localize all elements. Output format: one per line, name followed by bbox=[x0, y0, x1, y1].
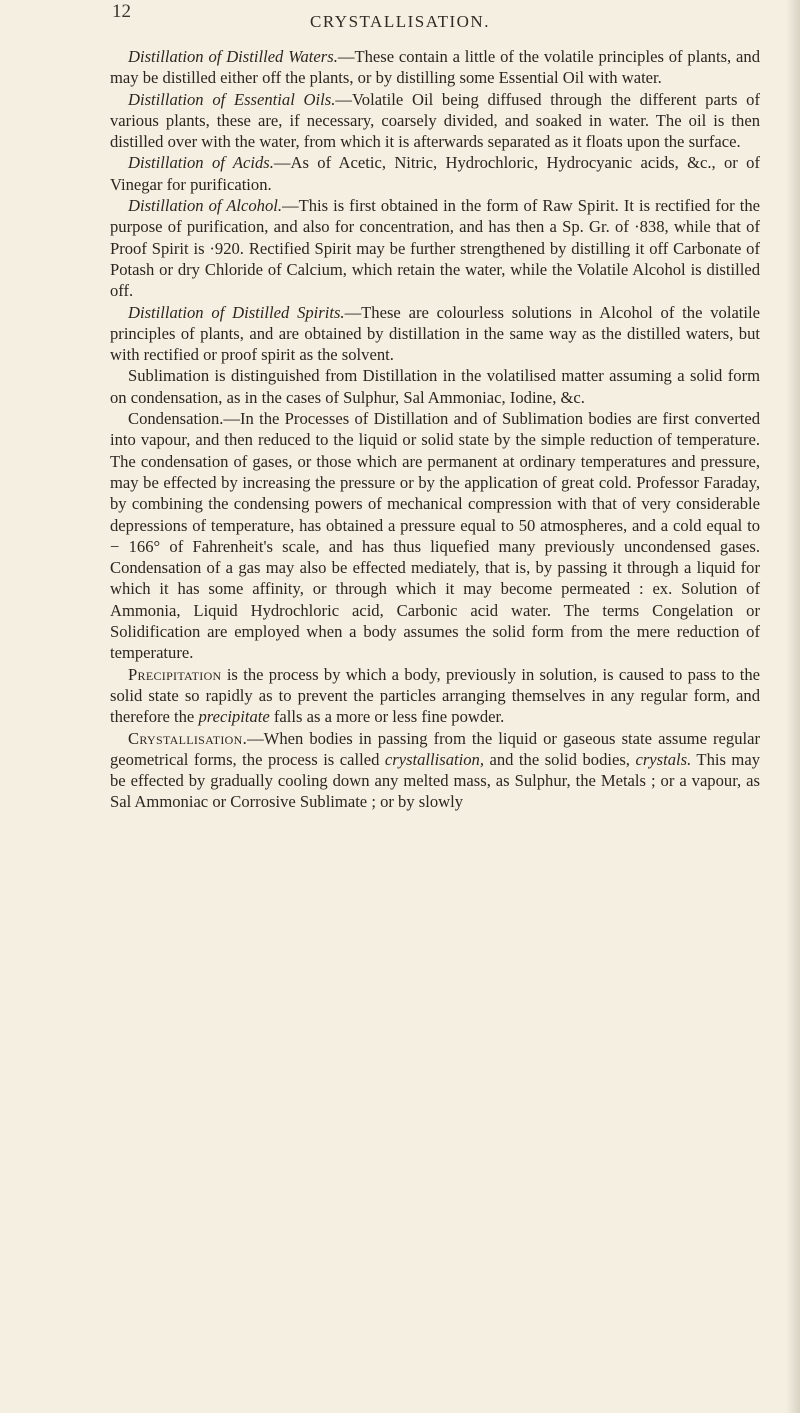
paragraph-precipitation bbox=[110, 664, 760, 728]
paragraph-text: —This is first obtained in the form of Raw Spirit. It is rectified for the purpose of purification, and also for concentration, and has then a Sp. Gr. of ·838, while that of Proof Spirit is ·920. Rectified Spirit may be further strengthened by distilling it off Carbonate of Potash or dry Chloride of Calcium, which retain the water, while the Volatile Alcohol is distilled off. bbox=[110, 196, 760, 301]
paragraph-sublimation bbox=[110, 365, 760, 408]
page-edge-shadow bbox=[786, 0, 800, 1413]
running-title: CRYSTALLISATION. bbox=[310, 12, 490, 31]
paragraph-heading: Precipitation bbox=[128, 664, 222, 684]
paragraph-heading: Distillation of Essential Oils. bbox=[128, 89, 336, 109]
paragraph-heading: Distillation of Distilled Spirits. bbox=[128, 302, 345, 322]
page-body bbox=[110, 46, 760, 813]
page-number: 12 bbox=[112, 1, 131, 22]
paragraph-distilled-spirits bbox=[110, 302, 760, 366]
paragraph-condensation bbox=[110, 408, 760, 664]
paragraph-text: falls as a more or less fine powder. bbox=[269, 707, 505, 727]
paragraph-text: —Volatile Oil being diffused through the different parts of various plants, these are, if necessary, coarsely divided, and soaked in water. The oil is then distilled over with the water, from which it is afterwards separated as it floats upon the surface. bbox=[110, 89, 760, 152]
paragraph-text: —As of Acetic, Nitric, Hydrochloric, Hydrocyanic acids, &c., or of Vinegar for purification. bbox=[110, 153, 760, 194]
paragraph-crystallisation bbox=[110, 728, 760, 813]
paragraph-text: —When bodies in passing from the liquid or gaseous state assume regular geometrical forms, the process is called bbox=[110, 728, 760, 769]
paragraph-text: —These contain a little of the volatile principles of plants, and may be distilled either off the plants, or by distilling some Essential Oil with water. bbox=[110, 47, 760, 88]
paragraph-text: Sublimation is distinguished from Distillation in the volatilised matter assuming a solid form on condensation, as in the cases of Sulphur, Sal Ammoniac, Iodine, &c. bbox=[110, 366, 760, 407]
paragraph-heading: Distillation of Distilled Waters. bbox=[128, 47, 338, 66]
paragraph-text: —These are colourless solutions in Alcohol of the volatile principles of plants, and are obtained by distillation in the same way as the distilled waters, but with rectified or proof spirit as the solvent. bbox=[110, 302, 761, 365]
paragraph-heading: Distillation of Alcohol. bbox=[128, 196, 282, 216]
paragraph-text: Condensation.—In the Processes of Distillation and of Sublimation bodies are first converted into vapour, and then reduced to the liquid or solid state by the simple reduction of temperature. The condensation of gases, or those which are permanent at ordinary temperatures and pressure, may be effected by increasing the pressure or by the application of great cold. Professor Faraday, by combining the condensing powers of mechanical compression with that of very considerable depressions of temperature, has obtained a pressure equal to 50 atmospheres, and a cold equal to − 166° of Fahrenheit's scale, and has thus liquefied many previously uncondensed gases. Condensation of a gas may also be effected mediately, that is, by passing it through a liquid for which it has some affinity, or through which it may become permeated : ex. Solution of Ammonia, Liquid Hydrochloric acid, Carbonic acid water. The terms Congelation or Solidification are employed when a body assumes the solid form from the mere reduction of temperature. bbox=[110, 409, 760, 663]
paragraph-essential-oils bbox=[110, 89, 760, 153]
paragraph-heading: Distillation of Acids. bbox=[128, 153, 274, 173]
paragraph-distilled-waters bbox=[110, 46, 760, 89]
paragraph-text: is the process by which a body, previously in solution, is caused to pass to the solid state so rapidly as to prevent the particles arranging themselves in any regular form, and therefore the bbox=[110, 664, 760, 727]
paragraph-acids bbox=[110, 152, 760, 195]
paragraph-text: This may be effected by gradually cooling down any melted mass, as Sulphur, the Metals ; or a vapour, as Sal Ammoniac or Corrosive Sublimate ; or by slowly bbox=[110, 749, 760, 812]
italic-term: crystals. bbox=[635, 749, 692, 769]
italic-term: precipitate bbox=[198, 707, 270, 727]
paragraph-heading: Crystallisation. bbox=[128, 728, 248, 748]
paragraph-text: and the solid bodies, bbox=[483, 749, 636, 769]
paragraph-alcohol bbox=[110, 195, 760, 301]
italic-term: crystallisation, bbox=[384, 749, 484, 769]
